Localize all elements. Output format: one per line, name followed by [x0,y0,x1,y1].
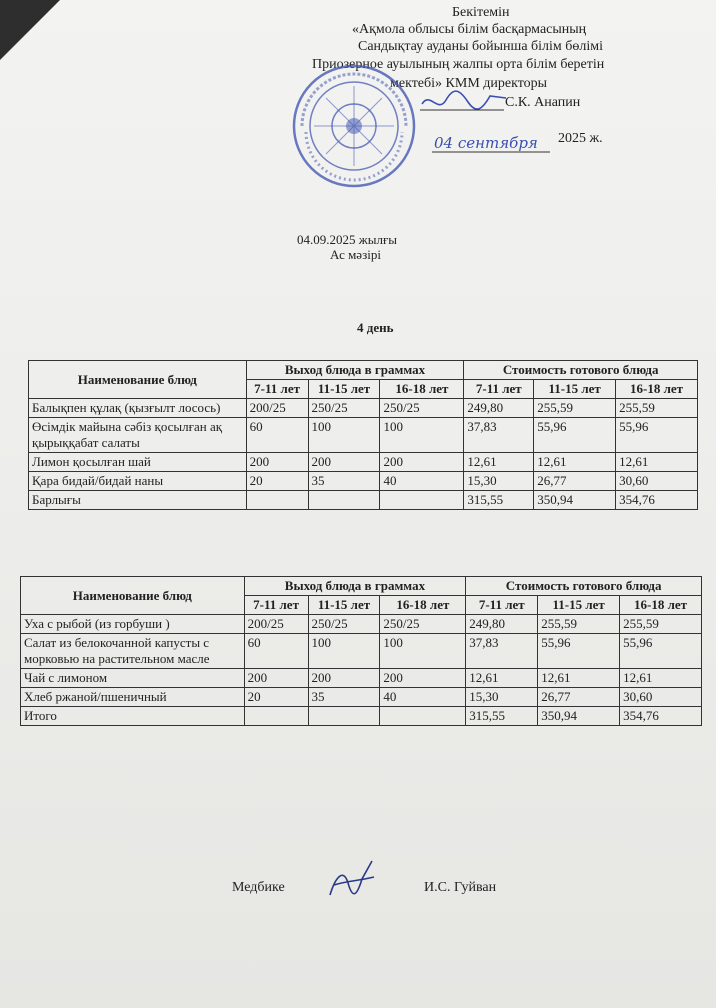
cell: 200 [244,669,308,688]
director-name: С.К. Анапин [505,95,581,110]
cell [380,491,464,510]
cell: 249,80 [464,399,534,418]
sub-header: 16-18 лет [620,596,702,615]
handwritten-date [432,130,552,158]
cell: 100 [380,418,464,453]
col-output-header: Выход блюда в граммах [246,361,464,380]
cell: 60 [246,418,308,453]
cell: 26,77 [534,472,616,491]
approval-line1: Бекітемін [452,5,510,20]
cell: 255,59 [616,399,698,418]
cell: 249,80 [466,615,538,634]
cell: 100 [308,418,380,453]
dish-name: Лимон қосылған шай [29,453,247,472]
sub-header: 11-15 лет [534,380,616,399]
cell: 30,60 [616,472,698,491]
sub-header: 7-11 лет [246,380,308,399]
cell: 12,61 [616,453,698,472]
cell: 354,76 [620,707,702,726]
dish-name: Балықпен құлақ (қызғылт лосось) [29,399,247,418]
table-row [29,453,698,472]
cell: 40 [380,472,464,491]
col-output-header: Выход блюда в граммах [244,577,466,596]
cell: 15,30 [464,472,534,491]
cell: 200/25 [246,399,308,418]
table-row [29,472,698,491]
total-row [21,707,702,726]
col-name-header: Наименование блюд [21,577,245,615]
table-row [21,634,702,669]
cell: 35 [308,688,380,707]
sub-header: 7-11 лет [464,380,534,399]
table-row [21,669,702,688]
cell: 12,61 [620,669,702,688]
director-signature [420,86,510,116]
total-row [29,491,698,510]
cell: 100 [308,634,380,669]
nurse-name: И.С. Гуйван [424,880,497,895]
cell [246,491,308,510]
cell: 26,77 [538,688,620,707]
cell: 200 [246,453,308,472]
approval-line3: Сандықтау ауданы бойынша білім бөлімі [358,39,604,54]
cell [308,707,380,726]
cell: 35 [308,472,380,491]
cell: 200/25 [244,615,308,634]
cell: 12,61 [534,453,616,472]
col-cost-header: Стоимость готового блюда [466,577,702,596]
cell [244,707,308,726]
approval-line2: «Ақмола облысы білім басқармасының [352,22,587,37]
sub-header: 11-15 лет [308,380,380,399]
cell: 15,30 [466,688,538,707]
table-row [21,688,702,707]
sub-header: 11-15 лет [538,596,620,615]
col-cost-header: Стоимость готового блюда [464,361,698,380]
dish-name: Салат из белокочанной капусты с морковью на растительном масле [21,634,245,669]
sub-header: 7-11 лет [466,596,538,615]
cell: 350,94 [534,491,616,510]
cell: 60 [244,634,308,669]
cell: 250/25 [308,399,380,418]
table-row [29,418,698,453]
cell: 255,59 [534,399,616,418]
dish-name: Өсімдік майына сәбіз қосылған ақ қырыққабат салаты [29,418,247,453]
sub-header: 7-11 лет [244,596,308,615]
table-row [21,615,702,634]
dish-name: Чай с лимоном [21,669,245,688]
total-label: Барлығы [29,491,247,510]
cell: 55,96 [534,418,616,453]
cell: 200 [308,453,380,472]
menu-title: Ас мәзірі [330,247,381,262]
cell: 12,61 [538,669,620,688]
cell: 255,59 [620,615,702,634]
cell: 315,55 [466,707,538,726]
sub-header: 16-18 лет [380,596,466,615]
cell: 12,61 [464,453,534,472]
cell: 30,60 [620,688,702,707]
dish-name: Хлеб ржаной/пшеничный [21,688,245,707]
sub-header: 16-18 лет [616,380,698,399]
col-name-header: Наименование блюд [29,361,247,399]
cell: 55,96 [616,418,698,453]
cell: 200 [380,453,464,472]
approval-year: 2025 ж. [558,131,603,146]
cell: 315,55 [464,491,534,510]
approval-line4: Приозерное ауылының жалпы орта білім беретін [312,57,605,72]
cell: 55,96 [620,634,702,669]
cell: 250/25 [380,615,466,634]
total-label: Итого [21,707,245,726]
cell: 255,59 [538,615,620,634]
cell [380,707,466,726]
cell: 100 [380,634,466,669]
cell: 250/25 [308,615,380,634]
table-row [29,399,698,418]
nurse-role: Медбике [232,880,285,895]
sub-header: 16-18 лет [380,380,464,399]
cell: 40 [380,688,466,707]
handwritten-date-text: 04 сентября [434,134,538,152]
cell [308,491,380,510]
sub-header: 11-15 лет [308,596,380,615]
menu-day: 4 день [357,320,394,335]
menu-table-ru [20,576,702,726]
cell: 200 [380,669,466,688]
dish-name: Уха с рыбой (из горбуши ) [21,615,245,634]
cell: 55,96 [538,634,620,669]
cell: 200 [308,669,380,688]
dish-name: Қара бидай/бидай наны [29,472,247,491]
menu-table-kz [28,360,698,510]
nurse-signature [322,855,382,905]
approval-line5: мектебі» КММ директоры [390,76,548,91]
cell: 350,94 [538,707,620,726]
cell: 354,76 [616,491,698,510]
cell: 250/25 [380,399,464,418]
cell: 20 [244,688,308,707]
cell: 37,83 [464,418,534,453]
corner-shadow [0,0,60,60]
cell: 20 [246,472,308,491]
cell: 37,83 [466,634,538,669]
menu-date: 04.09.2025 жылғы [297,232,398,247]
official-stamp [290,62,418,190]
cell: 12,61 [466,669,538,688]
